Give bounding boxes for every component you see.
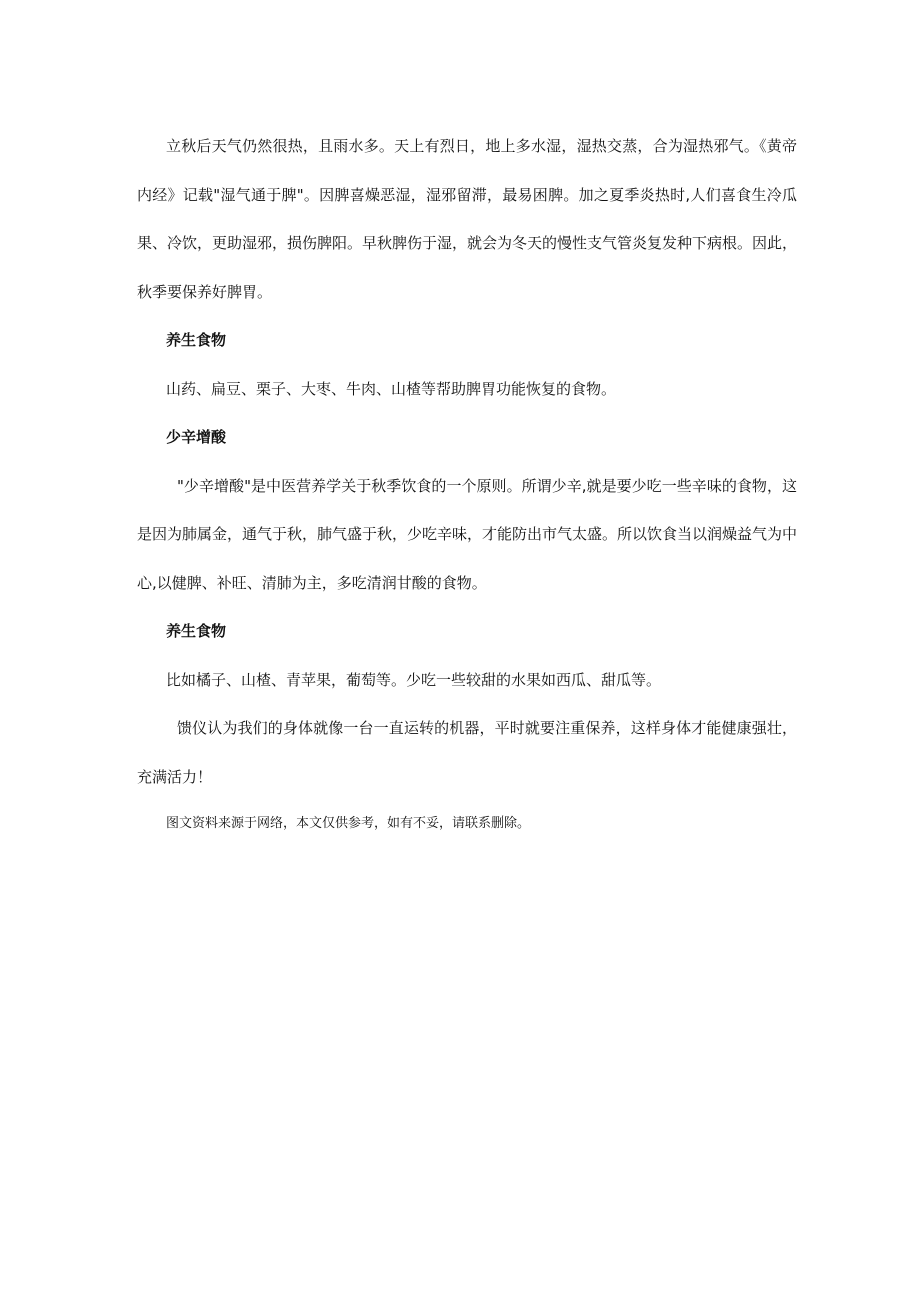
intro-paragraph: 立秋后天气仍然很热，且雨水多。天上有烈日，地上多水湿，湿热交蒸，合为湿热邪气。《黄帝内经》记载"湿气通于脾"。因脾喜燥恶湿，湿邪留滞，最易困脾。加之夏季炎热时,人们喜食生冷瓜果、冷饮，更助湿邪，损伤脾阳。早秋脾伤于湿，就会为冬天的慢性支气管炎复发种下病根。因此，秋季要保养好脾胃。 [137, 137, 798, 301]
section-heading-less-spicy-more-sour: 少辛增酸 [166, 428, 227, 446]
section-heading-health-foods-2: 养生食物 [166, 622, 227, 640]
closing-paragraph: 馈仪认为我们的身体就像一台一直运转的机器，平时就要注重保养，这样身体才能健康强壮，充满活力！ [137, 719, 797, 786]
document-body [137, 122, 797, 837]
fruit-recommendation: 比如橘子、山楂、青苹果，葡萄等。少吃一些较甜的水果如西瓜、甜瓜等。 [166, 670, 662, 689]
less-spicy-paragraph: "少辛增酸"是中医营养学关于秋季饮食的一个原则。所谓少辛,就是要少吃一些辛味的食物，这是因为肺属金，通气于秋，肺气盛于秋，少吃辛味，才能防出市气太盛。所以饮食当以润燥益气为中心,以健脾、补旺、清肺为主，多吃清润甘酸的食物。 [137, 476, 798, 592]
section-heading-health-foods: 养生食物 [166, 331, 227, 349]
source-disclaimer: 图文资料来源于网络，本文仅供参考，如有不妥，请联系删除。 [166, 816, 531, 831]
health-foods-list: 山药、扁豆、栗子、大枣、牛肉、山楂等帮助脾胃功能恢复的食物。 [166, 379, 617, 398]
